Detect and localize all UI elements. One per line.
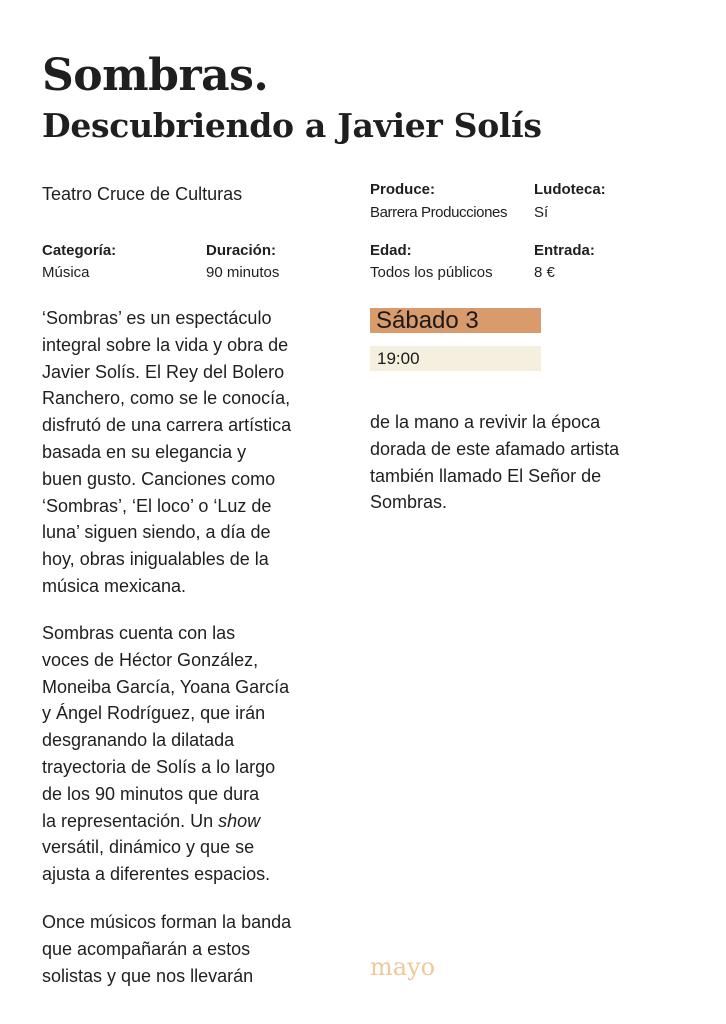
text-line: Moneiba García, Yoana García	[42, 676, 290, 697]
entrada-value: 8 €	[534, 264, 555, 281]
text-line: versátil, dinámico y que se	[42, 837, 255, 858]
venue: Teatro Cruce de Culturas	[42, 184, 243, 204]
text-line: buen gusto. Canciones como	[42, 468, 276, 489]
text-line: Once músicos forman la banda	[42, 912, 292, 932]
text-line: disfrutó de una carrera artística	[42, 415, 292, 436]
footer-month: mayo	[370, 953, 436, 981]
schedule-time: 19:00	[370, 346, 541, 371]
text-line: de los 90 minutos que dura	[42, 783, 260, 804]
edad-value: Todos los públicos	[370, 264, 493, 281]
text-line: luna’ siguen siendo, a día de	[42, 522, 271, 543]
text-line: hoy, obras inigualables de la	[42, 549, 269, 570]
description-continuation	[370, 409, 670, 516]
schedule-day: Sábado 3	[370, 308, 541, 333]
text-line: de la mano a revivir la época	[370, 412, 601, 432]
entrada-label: Entrada:	[534, 242, 595, 259]
text-line: desgranando la dilatada	[42, 730, 235, 751]
edad-label: Edad:	[370, 242, 412, 259]
produce-label: Produce:	[370, 181, 436, 198]
duracion-value: 90 minutos	[206, 264, 280, 281]
produce-value: Barrera Producciones	[370, 204, 508, 221]
description-paragraph-1	[42, 305, 332, 600]
text-line: que acompañarán a estos	[42, 938, 251, 959]
text-line: voces de Héctor González,	[42, 649, 259, 670]
text-line: Sombras cuenta con las	[42, 623, 236, 643]
text-line: basada en su elegancia y	[42, 441, 247, 462]
text-line: ‘Sombras’, ‘El loco’ o ‘Luz de	[42, 495, 272, 516]
ludoteca-value: Sí	[534, 204, 549, 221]
description-paragraph-3	[42, 909, 332, 989]
text-line: ajusta a diferentes espacios.	[42, 864, 271, 885]
text-line: trayectoria de Solís a lo largo	[42, 756, 276, 777]
text-line: Ranchero, como se le conocía,	[42, 388, 291, 409]
text-line: Sombras.	[370, 492, 448, 513]
page-title: Sombras.	[42, 50, 269, 101]
text-line: Javier Solís. El Rey del Bolero	[42, 361, 285, 382]
text-line: y Ángel Rodríguez, que irán	[42, 703, 266, 724]
page-subtitle: Descubriendo a Javier Solís	[42, 106, 542, 145]
text-line: integral sobre la vida y obra de	[42, 334, 289, 355]
duracion-label: Duración:	[206, 242, 277, 259]
categoria-value: Música	[42, 264, 90, 281]
ludoteca-label: Ludoteca:	[534, 181, 606, 198]
description-paragraph-2	[42, 620, 332, 888]
categoria-label: Categoría:	[42, 242, 117, 259]
text-line: ‘Sombras’ es un espectáculo	[42, 308, 272, 328]
text-line: solistas y que nos llevarán	[42, 965, 254, 986]
text-line: música mexicana.	[42, 575, 187, 596]
text-line: también llamado El Señor de	[370, 465, 602, 486]
text-line: dorada de este afamado artista	[370, 438, 620, 459]
text-line	[42, 808, 332, 835]
text-span: la representación. Un	[42, 810, 214, 831]
italic-word: show	[218, 810, 261, 831]
